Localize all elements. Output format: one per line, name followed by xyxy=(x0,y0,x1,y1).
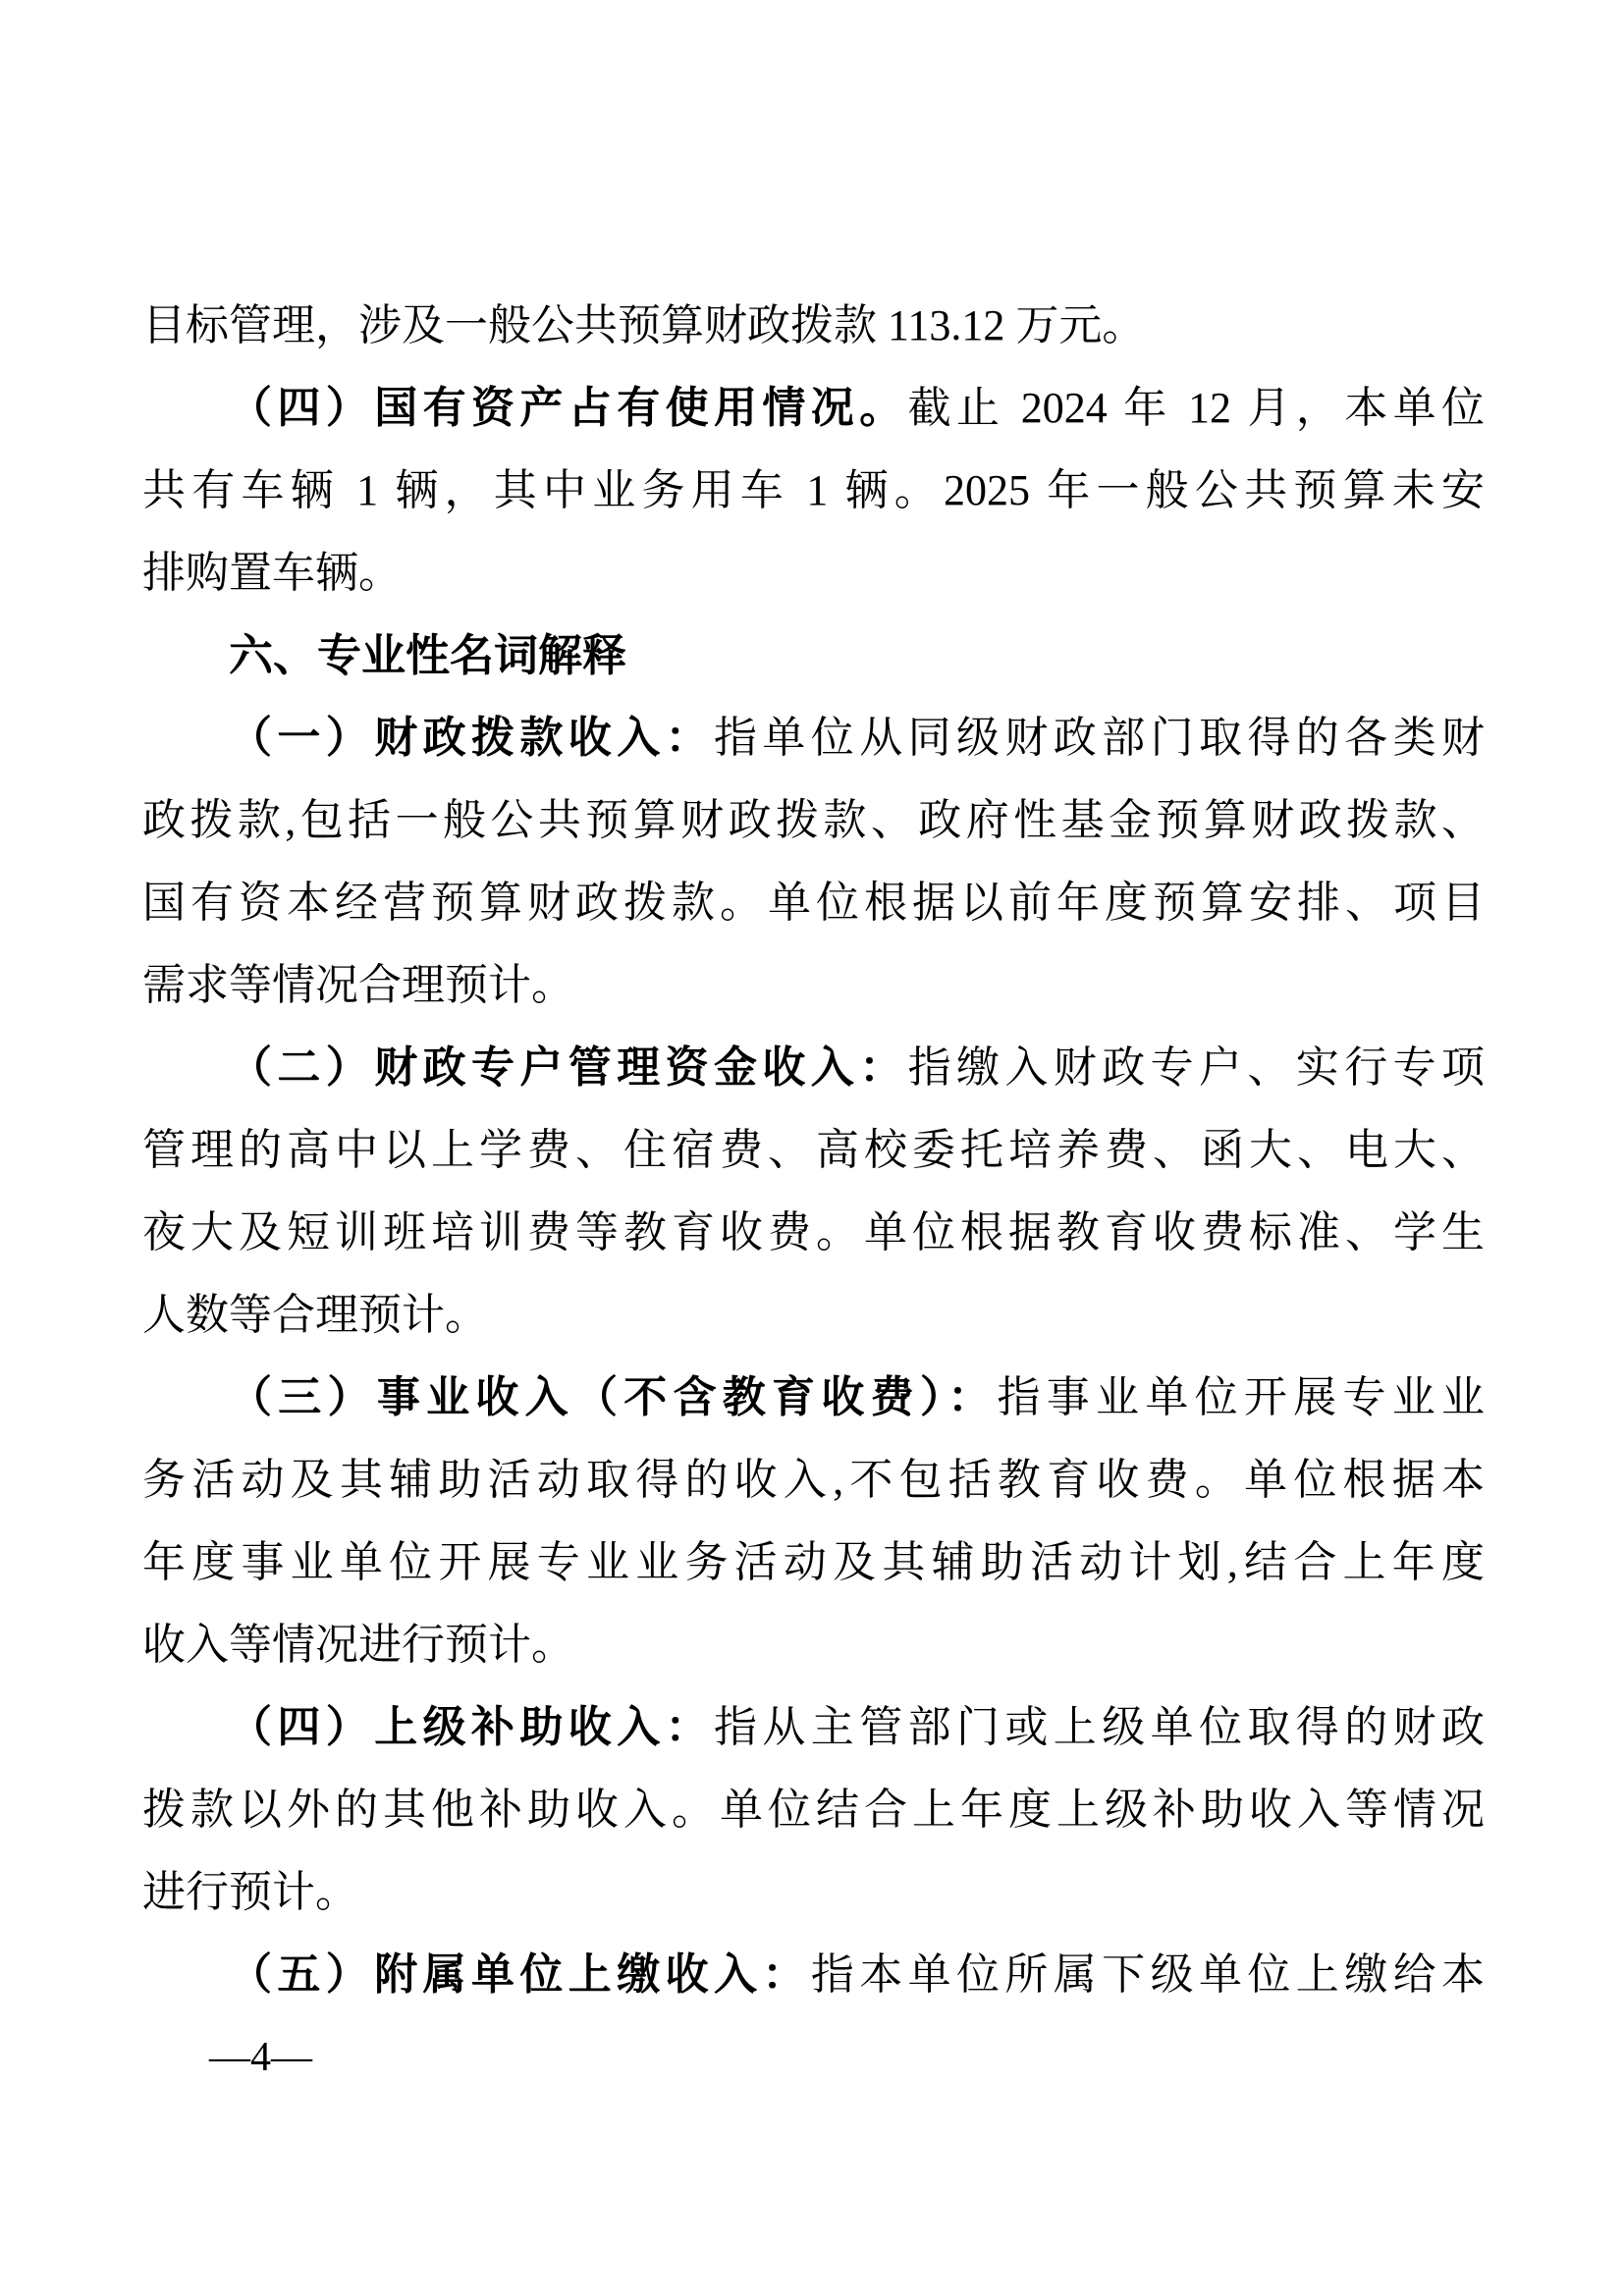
text-run: 夜大及短训班培训费等教育收费。单位根据教育收费标准、学生 xyxy=(142,1208,1485,1256)
text-run: 收入等情况进行预计。 xyxy=(142,1621,574,1669)
bold-text-run: （四）国有资产占有使用情况。 xyxy=(229,384,908,432)
text-line xyxy=(142,1934,1485,2016)
text-run: 目标管理，涉及一般公共预算财政拨款 113.12 万元。 xyxy=(142,301,1146,349)
bold-text-run: （一）财政拨款收入： xyxy=(229,714,714,762)
text-line xyxy=(142,1851,1485,1934)
text-run: 政拨款,包括一般公共预算财政拨款、政府性基金预算财政拨款、 xyxy=(142,796,1485,844)
text-line xyxy=(142,1604,1485,1686)
text-line xyxy=(142,1686,1485,1769)
text-run: 指从主管部门或上级单位取得的财政 xyxy=(714,1703,1485,1751)
text-line xyxy=(142,367,1485,450)
text-line xyxy=(142,944,1485,1027)
text-line xyxy=(142,1439,1485,1522)
text-line xyxy=(142,1522,1485,1604)
bold-text-run: （二）财政专户管理资金收入： xyxy=(229,1043,908,1092)
text-run: 管理的高中以上学费、住宿费、高校委托培养费、函大、电大、 xyxy=(142,1126,1485,1174)
text-run: 共有车辆 1 辆，其中业务用车 1 辆。2025 年一般公共预算未安 xyxy=(142,466,1485,514)
bold-text-run: （五）附属单位上缴收入： xyxy=(229,1950,811,1999)
document-body xyxy=(142,285,1485,2016)
bold-text-run: （三）事业收入（不含教育收费）： xyxy=(229,1373,998,1421)
text-run: 排购置车辆。 xyxy=(142,549,402,597)
text-line xyxy=(142,697,1485,779)
text-run: 年度事业单位开展专业业务活动及其辅助活动计划,结合上年度 xyxy=(142,1538,1485,1586)
text-line xyxy=(142,862,1485,944)
text-line xyxy=(142,1109,1485,1192)
text-line xyxy=(142,1274,1485,1357)
page-number: —4— xyxy=(209,2035,312,2080)
bold-text-run: （四）上级补助收入： xyxy=(229,1703,714,1751)
text-line xyxy=(142,779,1485,862)
text-run: 进行预计。 xyxy=(142,1868,358,1916)
text-run: 需求等情况合理预计。 xyxy=(142,961,574,1009)
text-run: 人数等合理预计。 xyxy=(142,1291,488,1339)
text-line xyxy=(142,1027,1485,1109)
text-line xyxy=(142,532,1485,614)
section-heading xyxy=(142,614,1485,697)
text-run: 国有资本经营预算财政拨款。单位根据以前年度预算安排、项目 xyxy=(142,879,1485,927)
text-line xyxy=(142,285,1485,367)
text-run: 指事业单位开展专业业 xyxy=(997,1373,1486,1421)
bold-text-run: 六、专业性名词解释 xyxy=(229,630,627,680)
text-run: 截止 2024 年 12 月，本单位 xyxy=(907,384,1486,432)
text-run: 拨款以外的其他补助收入。单位结合上年度上级补助收入等情况 xyxy=(142,1786,1485,1834)
text-line xyxy=(142,450,1485,532)
text-line xyxy=(142,1769,1485,1851)
text-run: 指单位从同级财政部门取得的各类财 xyxy=(714,714,1485,762)
text-run: 指本单位所属下级单位上缴给本 xyxy=(810,1950,1486,1999)
text-line xyxy=(142,1357,1485,1439)
text-line xyxy=(142,1192,1485,1274)
text-run: 务活动及其辅助活动取得的收入,不包括教育收费。单位根据本 xyxy=(142,1456,1485,1504)
text-run: 指缴入财政专户、实行专项 xyxy=(907,1043,1486,1092)
